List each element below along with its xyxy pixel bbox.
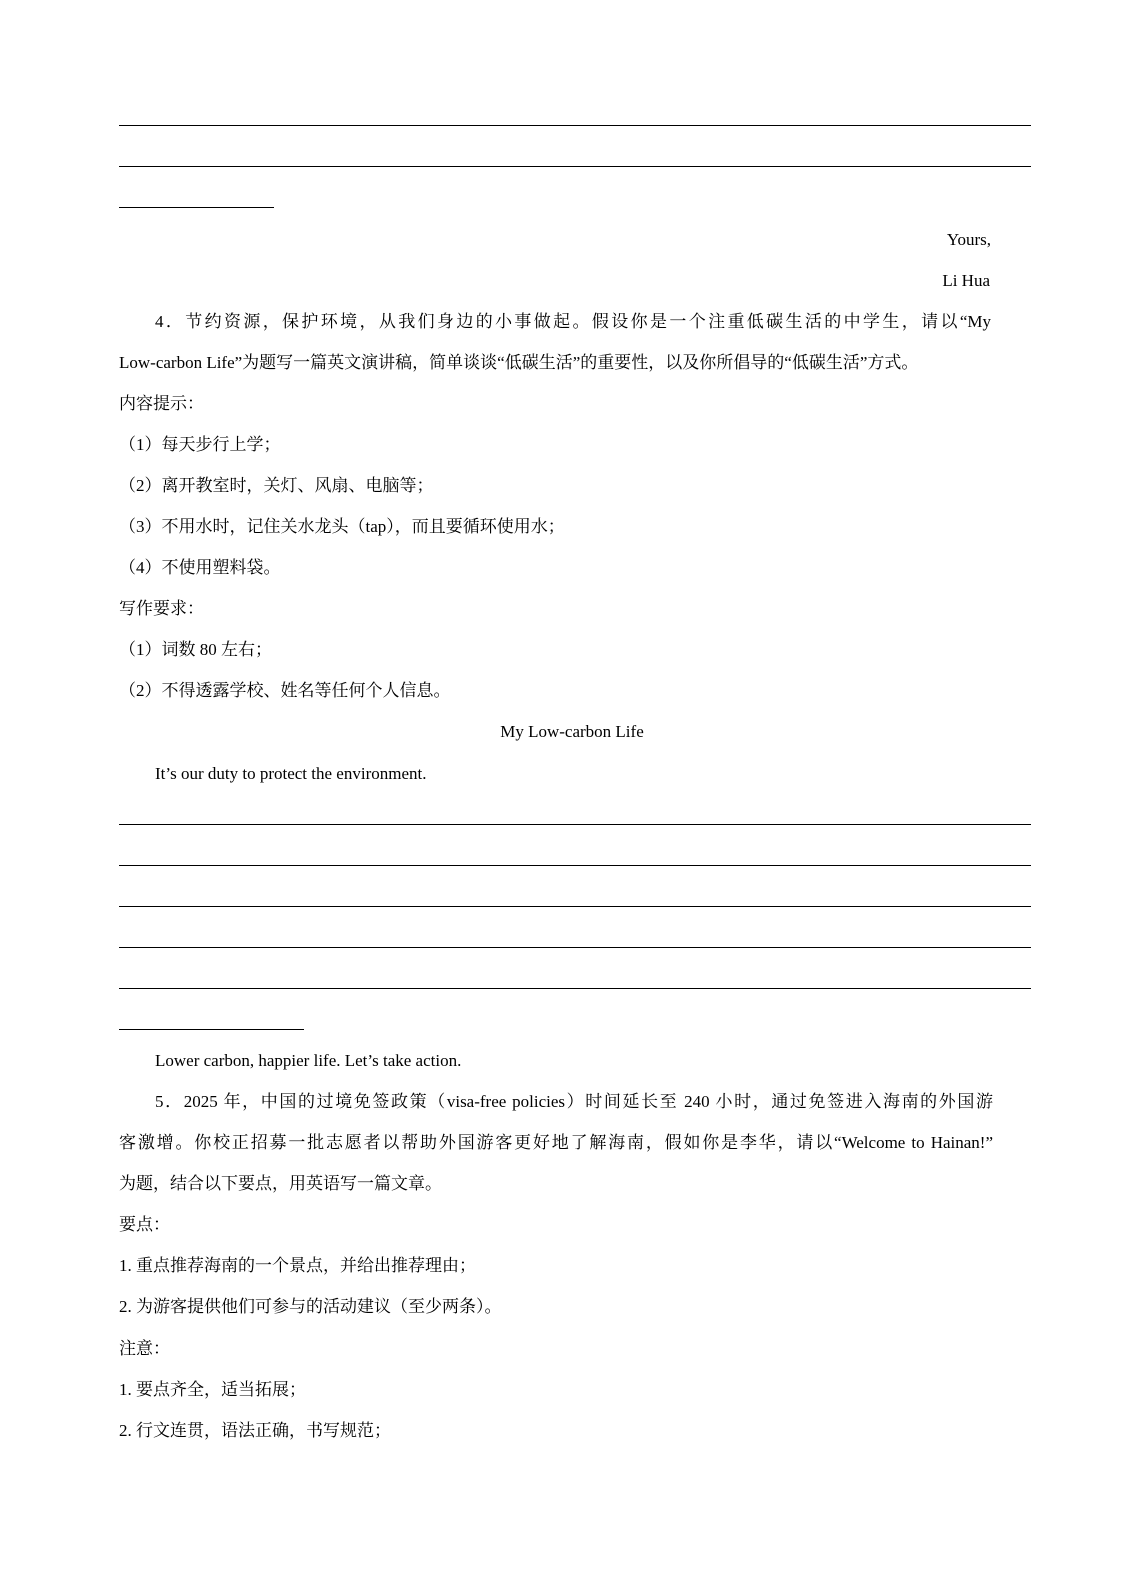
q4-essay-title: My Low-carbon Life (500, 722, 644, 741)
q5-prompt-line-1: 5．2025 年，中国的过境免签政策（visa-free policies）时间延长至 240 小时，通过免签进入海南的外国游 (155, 1092, 993, 1111)
q5-points-label: 要点： (119, 1215, 170, 1234)
q4-requirement-2: （2）不得透露学校、姓名等任何个人信息。 (119, 681, 451, 700)
answer-line (119, 125, 1031, 126)
answer-line (119, 947, 1031, 948)
q4-requirement-1: （1）词数 80 左右； (119, 640, 272, 659)
answer-line-short (119, 1029, 304, 1030)
letter-closing-yours: Yours, (946, 230, 991, 249)
q4-hint-1: （1）每天步行上学； (119, 435, 281, 454)
q5-prompt-line-2: 客激增。你校正招募一批志愿者以帮助外国游客更好地了解海南，假如你是李华，请以“Welcome to Hainan!” (119, 1133, 993, 1152)
q4-prompt-line-2: Low-carbon Life”为题写一篇英文演讲稿，简单谈谈“低碳生活”的重要性，以及你所倡导的“低碳生活”方式。 (119, 353, 919, 372)
letter-closing-name: Li Hua (942, 271, 990, 290)
q5-note-1: 1. 要点齐全，适当拓展； (119, 1380, 306, 1399)
answer-line (119, 988, 1031, 989)
q4-essay-opening: It’s our duty to protect the environment. (155, 764, 427, 783)
q4-requirements-label: 写作要求： (119, 599, 204, 618)
answer-line (119, 906, 1031, 907)
q5-point-2: 2. 为游客提供他们可参与的活动建议（至少两条）。 (119, 1297, 502, 1316)
answer-line (119, 824, 1031, 825)
q5-point-1: 1. 重点推荐海南的一个景点，并给出推荐理由； (119, 1256, 476, 1275)
q5-prompt-line-3: 为题，结合以下要点，用英语写一篇文章。 (119, 1174, 442, 1193)
q5-notes-label: 注意： (119, 1339, 170, 1358)
q5-note-2: 2. 行文连贯，语法正确，书写规范； (119, 1421, 391, 1440)
q4-hint-4: （4）不使用塑料袋。 (119, 558, 281, 577)
q4-prompt-line-1: 4．节约资源，保护环境，从我们身边的小事做起。假设你是一个注重低碳生活的中学生，请以“My (155, 312, 991, 331)
q4-essay-closing: Lower carbon, happier life. Let’s take action. (155, 1051, 462, 1070)
q4-content-hint-label: 内容提示： (119, 394, 204, 413)
answer-line (119, 865, 1031, 866)
answer-line-short (119, 207, 274, 208)
answer-line (119, 166, 1031, 167)
q4-hint-2: （2）离开教室时，关灯、风扇、电脑等； (119, 476, 434, 495)
q4-hint-3: （3）不用水时，记住关水龙头（tap），而且要循环使用水； (119, 517, 565, 536)
